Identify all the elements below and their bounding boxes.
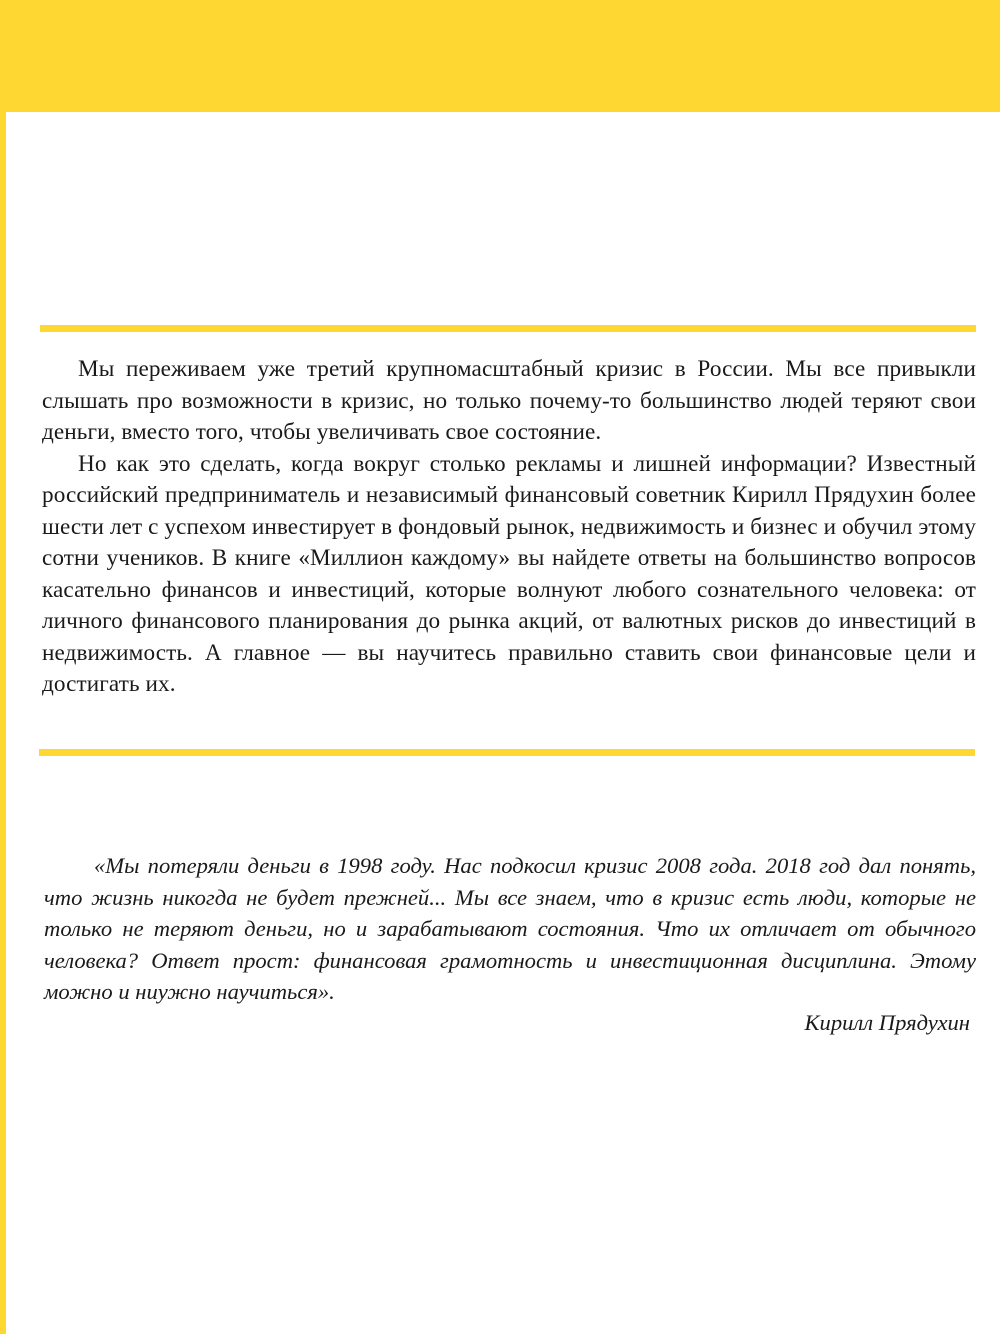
quote-text: «Мы потеряли деньги в 1998 году. Нас подкосил кризис 2008 года. 2018 год дал понять, что жизнь никогда не будет прежней... Мы все знаем, что в кризис есть люди, которые не только не теряют деньги, но и зарабатывают состояния. Что их отличает от обычного человека? Ответ прост: финансовая грамотность и инвестиционная дисциплина. Этому можно и ниужно научиться». (44, 853, 976, 1005)
back-cover-page (6, 112, 1000, 1334)
description-paragraph-2: Но как это сделать, когда вокруг столько рекламы и лишней информации? Известный российский предприниматель и независимый финансовый советник Кирилл Прядухин более шести лет с успехом инвестирует в фондовый рынок, недвижимость и бизнес и обучил этому сотни учеников. В книге «Миллион каждому» вы найдете ответы на большинство вопросов касательно финансов и инвестиций, которые волнуют любого сознательного человека: от личного финансового планирования до рынка акций, от валютных рисков до инвестиций в недвижимость. А главное — вы научитесь правильно ставить свои финансовые цели и достигать их. (42, 450, 977, 697)
top-divider (40, 325, 976, 332)
book-description (42, 354, 976, 701)
author-quote (44, 850, 976, 1008)
bottom-divider (39, 749, 975, 756)
quote-author: Кирилл Прядухин (804, 1010, 970, 1035)
description-paragraph-1: Мы переживаем уже третий крупномасштабный кризис в России. Мы все привыкли слышать про возможности в кризис, но только почему-то большинство людей теряют свои деньги, вместо того, чтобы увеличивать свое состояние. (42, 356, 976, 445)
top-color-band (0, 0, 1000, 112)
